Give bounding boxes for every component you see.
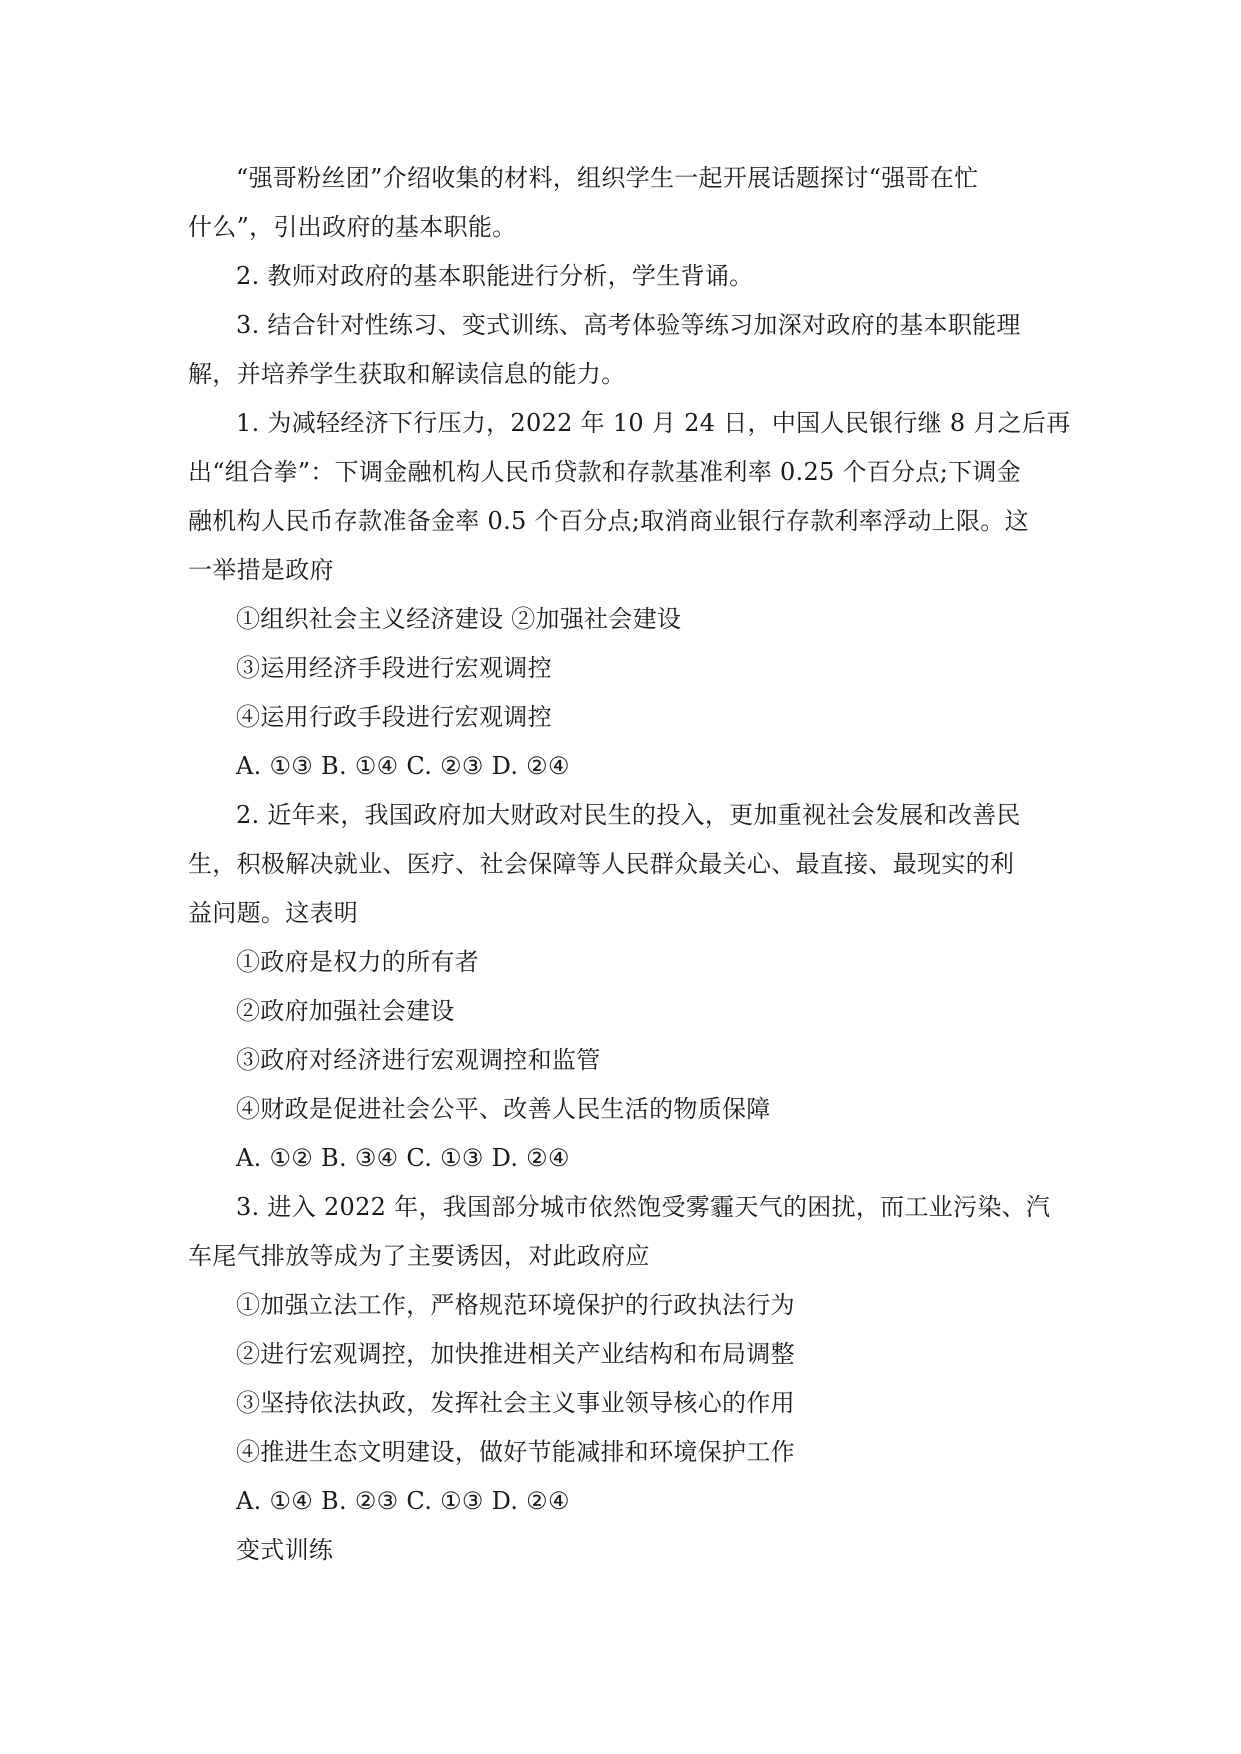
question-stem-line: 车尾气排放等成为了主要诱因，对此政府应 xyxy=(188,1242,650,1270)
question-3 xyxy=(188,1183,1050,1526)
question-stem-line: 生，积极解决就业、医疗、社会保障等人民群众最关心、最直接、最现实的利 xyxy=(188,850,1015,878)
question-2 xyxy=(188,791,1050,1183)
question-option: ②政府加强社会建设 xyxy=(236,997,455,1025)
question-option: ④推进生态文明建设，做好节能减排和环境保护工作 xyxy=(236,1438,795,1466)
question-stem-line: 一举措是政府 xyxy=(188,556,334,584)
question-stem-line: 出“组合拳”：下调金融机构人民币贷款和存款基准利率 0.25 个百分点;下调金 xyxy=(188,458,1022,486)
answer-choices: A. ①④ B. ②③ C. ①③ D. ②④ xyxy=(236,1487,570,1515)
question-option: ①组织社会主义经济建设 ②加强社会建设 xyxy=(236,605,682,633)
question-option: ③政府对经济进行宏观调控和监管 xyxy=(236,1046,601,1074)
paragraph-line: “强哥粉丝团”介绍收集的材料，组织学生一起开展话题探讨“强哥在忙 xyxy=(236,164,979,192)
answer-choices: A. ①③ B. ①④ C. ②③ D. ②④ xyxy=(236,752,570,780)
paragraph-line: 什么”，引出政府的基本职能。 xyxy=(188,213,517,241)
question-stem-line: 融机构人民币存款准备金率 0.5 个百分点;取消商业银行存款利率浮动上限。这 xyxy=(188,507,1029,535)
question-option: ③运用经济手段进行宏观调控 xyxy=(236,654,552,682)
paragraph-line: 3. 结合针对性练习、变式训练、高考体验等练习加深对政府的基本职能理 xyxy=(236,311,1021,339)
question-stem-line: 2. 近年来，我国政府加大财政对民生的投入，更加重视社会发展和改善民 xyxy=(236,801,1021,829)
question-option: ③坚持依法执政，发挥社会主义事业领导核心的作用 xyxy=(236,1389,795,1417)
question-option: ②进行宏观调控，加快推进相关产业结构和布局调整 xyxy=(236,1340,795,1368)
question-1 xyxy=(188,399,1071,791)
question-option: ④财政是促进社会公平、改善人民生活的物质保障 xyxy=(236,1095,771,1123)
answer-choices: A. ①② B. ③④ C. ①③ D. ②④ xyxy=(236,1144,570,1172)
question-stem-line: 益问题。这表明 xyxy=(188,899,359,927)
document-body xyxy=(188,154,1071,1575)
question-stem-line: 1. 为减轻经济下行压力，2022 年 10 月 24 日，中国人民银行继 8 月之后再 xyxy=(236,409,1071,437)
paragraph-line: 解，并培养学生获取和解读信息的能力。 xyxy=(188,360,626,388)
question-option: ①政府是权力的所有者 xyxy=(236,948,479,976)
question-stem-line: 3. 进入 2022 年，我国部分城市依然饱受雾霾天气的困扰，而工业污染、汽 xyxy=(236,1193,1051,1221)
question-option: ④运用行政手段进行宏观调控 xyxy=(236,703,552,731)
question-option: ①加强立法工作，严格规范环境保护的行政执法行为 xyxy=(236,1291,795,1319)
section-heading: 变式训练 xyxy=(236,1536,334,1564)
paragraph-line: 2. 教师对政府的基本职能进行分析，学生背诵。 xyxy=(236,262,754,290)
